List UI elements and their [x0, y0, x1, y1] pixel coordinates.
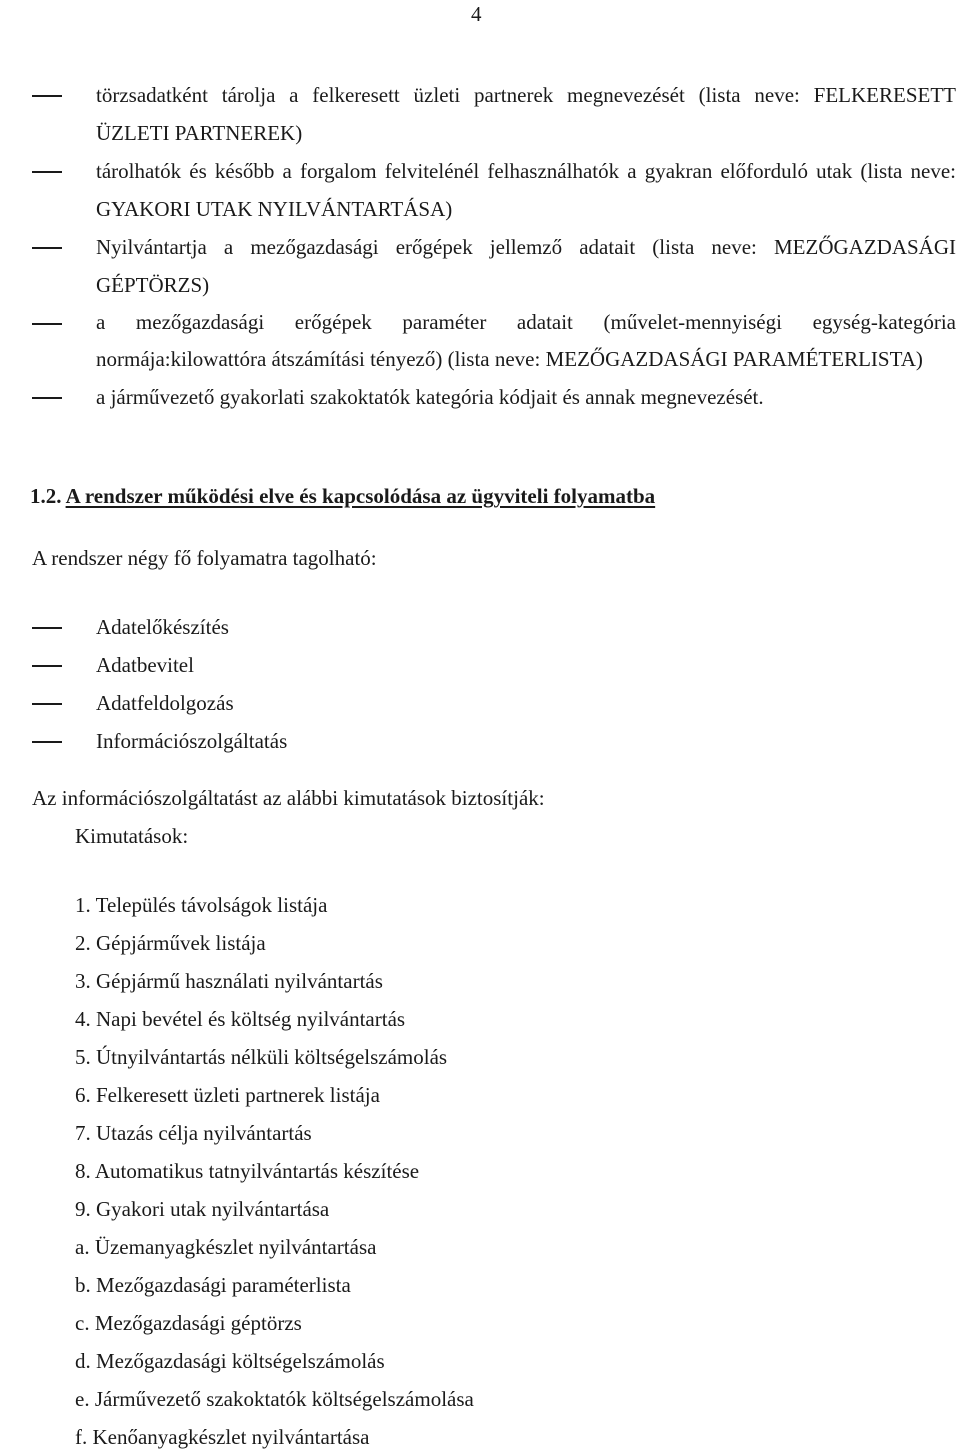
report-item: 8. Automatikus tatnyilvántartás készítése	[75, 1159, 420, 1183]
feature-item: a mezőgazdasági erőgépek paraméter adatait (művelet-mennyiségi egység-kategória normája:kilowattóra átszámítási tényező) (lista neve: MEZŐGAZDASÁGI PARAMÉTERLISTA)	[32, 304, 956, 378]
section-title: A rendszer működési elve és kapcsolódása az ügyviteli folyamatba	[65, 484, 656, 508]
report-item: 4. Napi bevétel és költség nyilvántartás	[75, 1007, 406, 1031]
process-item: Adatbevitel	[32, 646, 956, 684]
report-item: e. Járművezető szakoktatók költségelszámolása	[75, 1387, 474, 1411]
report-item: b. Mezőgazdasági paraméterlista	[75, 1273, 351, 1297]
report-item: 1. Település távolságok listája	[75, 893, 328, 917]
report-item: a. Üzemanyagkészlet nyilvántartása	[75, 1235, 377, 1259]
process-item: Adatelőkészítés	[32, 608, 956, 646]
feature-item: Nyilvántartja a mezőgazdasági erőgépek jellemző adatait (lista neve: MEZŐGAZDASÁGI GÉPTÖRZS)	[32, 228, 956, 304]
feature-item: a járművezető gyakorlati szakoktatók kategória kódjait és annak megnevezését.	[32, 378, 956, 416]
report-item: 2. Gépjárművek listája	[75, 931, 266, 955]
feature-item: tárolhatók és később a forgalom felvitelénél felhasználhatók a gyakran előforduló utak (lista neve: GYAKORI UTAK NYILVÁNTARTÁSA)	[32, 152, 956, 228]
page-number: 4	[471, 2, 482, 26]
report-item: 5. Útnyilvántartás nélküli költségelszámolás	[75, 1045, 448, 1069]
report-item: c. Mezőgazdasági géptörzs	[75, 1311, 302, 1335]
info-text: Az információszolgáltatást az alábbi kimutatások biztosítják:	[32, 786, 545, 810]
section-heading	[30, 484, 655, 509]
reports-list	[75, 886, 474, 1456]
intro-text: A rendszer négy fő folyamatra tagolható:	[32, 546, 377, 570]
report-item: 6. Felkeresett üzleti partnerek listája	[75, 1083, 380, 1107]
process-list	[32, 608, 956, 760]
report-item: d. Mezőgazdasági költségelszámolás	[75, 1349, 385, 1373]
report-item: 3. Gépjármű használati nyilvántartás	[75, 969, 383, 993]
report-item: 9. Gyakori utak nyilvántartása	[75, 1197, 330, 1221]
feature-list	[32, 76, 956, 416]
reports-label: Kimutatások:	[75, 824, 189, 848]
section-number: 1.2.	[30, 484, 62, 508]
report-item: f. Kenőanyagkészlet nyilvántartása	[75, 1425, 370, 1449]
feature-item: törzsadatként tárolja a felkeresett üzleti partnerek megnevezését (lista neve: FELKERESETT ÜZLETI PARTNEREK)	[32, 76, 956, 152]
process-item: Információszolgáltatás	[32, 722, 956, 760]
process-item: Adatfeldolgozás	[32, 684, 956, 722]
report-item: 7. Utazás célja nyilvántartás	[75, 1121, 312, 1145]
